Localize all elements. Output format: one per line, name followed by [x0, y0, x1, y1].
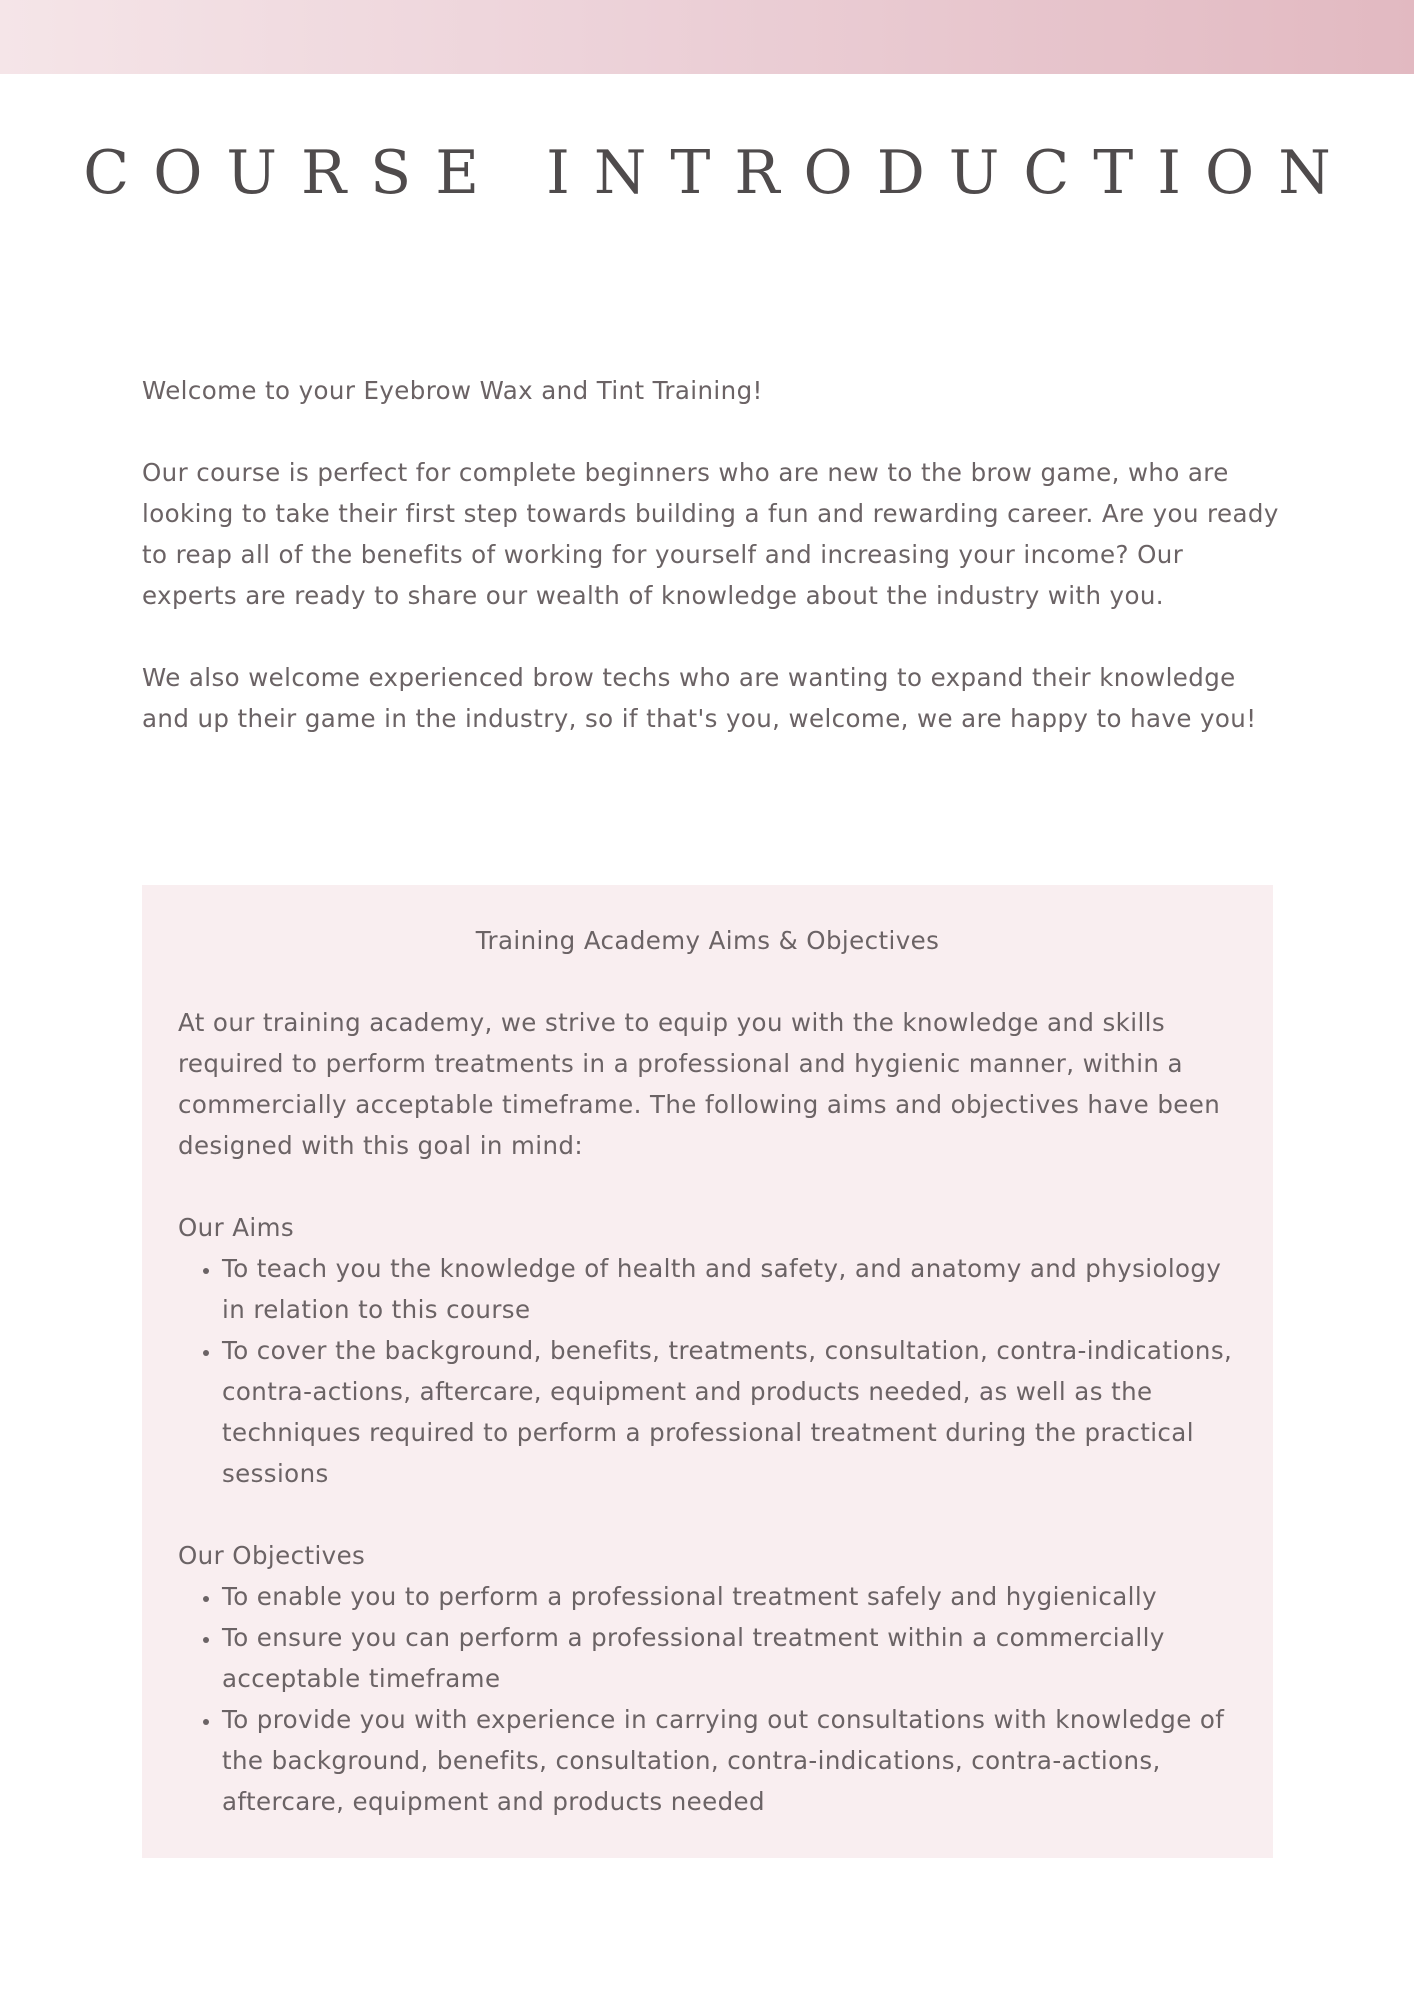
aims-list-item: • To cover the background, benefits, treatments, consultation, contra-indications, contra-actions, aftercare, equipment and products needed, as well as the techniques required to perform a professional treatment during the practical sessions	[222, 1330, 1237, 1494]
objectives-list	[178, 1576, 1237, 1822]
panel-heading: Training Academy Aims & Objectives	[475, 926, 940, 955]
aims-objectives-panel	[142, 885, 1273, 1858]
intro-paragraph-experienced: We also welcome experienced brow techs who are wanting to expand their knowledge and up their game in the industry, so if that's you, welcome, we are happy to have you!	[142, 663, 1257, 733]
aims-list-item: • To teach you the knowledge of health and safety, and anatomy and physiology in relation to this course	[222, 1248, 1237, 1330]
decorative-top-banner	[0, 0, 1414, 74]
page-title: COURSE INTRODUCTION	[83, 138, 1355, 208]
objectives-list-item: • To ensure you can perform a professional treatment within a commercially acceptable timeframe	[222, 1617, 1237, 1699]
panel-intro-text: At our training academy, we strive to equip you with the knowledge and skills required to perform treatments in a professional and hygienic manner, within a commercially acceptable timeframe. The following aims and objectives have been designed with this goal in mind:	[178, 1008, 1221, 1160]
intro-paragraph-beginners: Our course is perfect for complete beginners who are new to the brow game, who are looking to take their first step towards building a fun and rewarding career. Are you ready to reap all of the benefits of working for yourself and increasing your income? Our experts are ready to share our wealth of knowledge about the industry with you.	[142, 458, 1279, 610]
welcome-text: Welcome to your Eyebrow Wax and Tint Training!	[142, 376, 763, 405]
intro-section	[142, 370, 1282, 739]
aims-title: Our Aims	[178, 1213, 295, 1242]
objectives-title: Our Objectives	[178, 1541, 366, 1570]
aims-list	[178, 1248, 1237, 1494]
objectives-list-item: • To enable you to perform a professional treatment safely and hygienically	[222, 1576, 1237, 1617]
objectives-list-item: • To provide you with experience in carrying out consultations with knowledge of the background, benefits, consultation, contra-indications, contra-actions, aftercare, equipment and products needed	[222, 1699, 1237, 1822]
